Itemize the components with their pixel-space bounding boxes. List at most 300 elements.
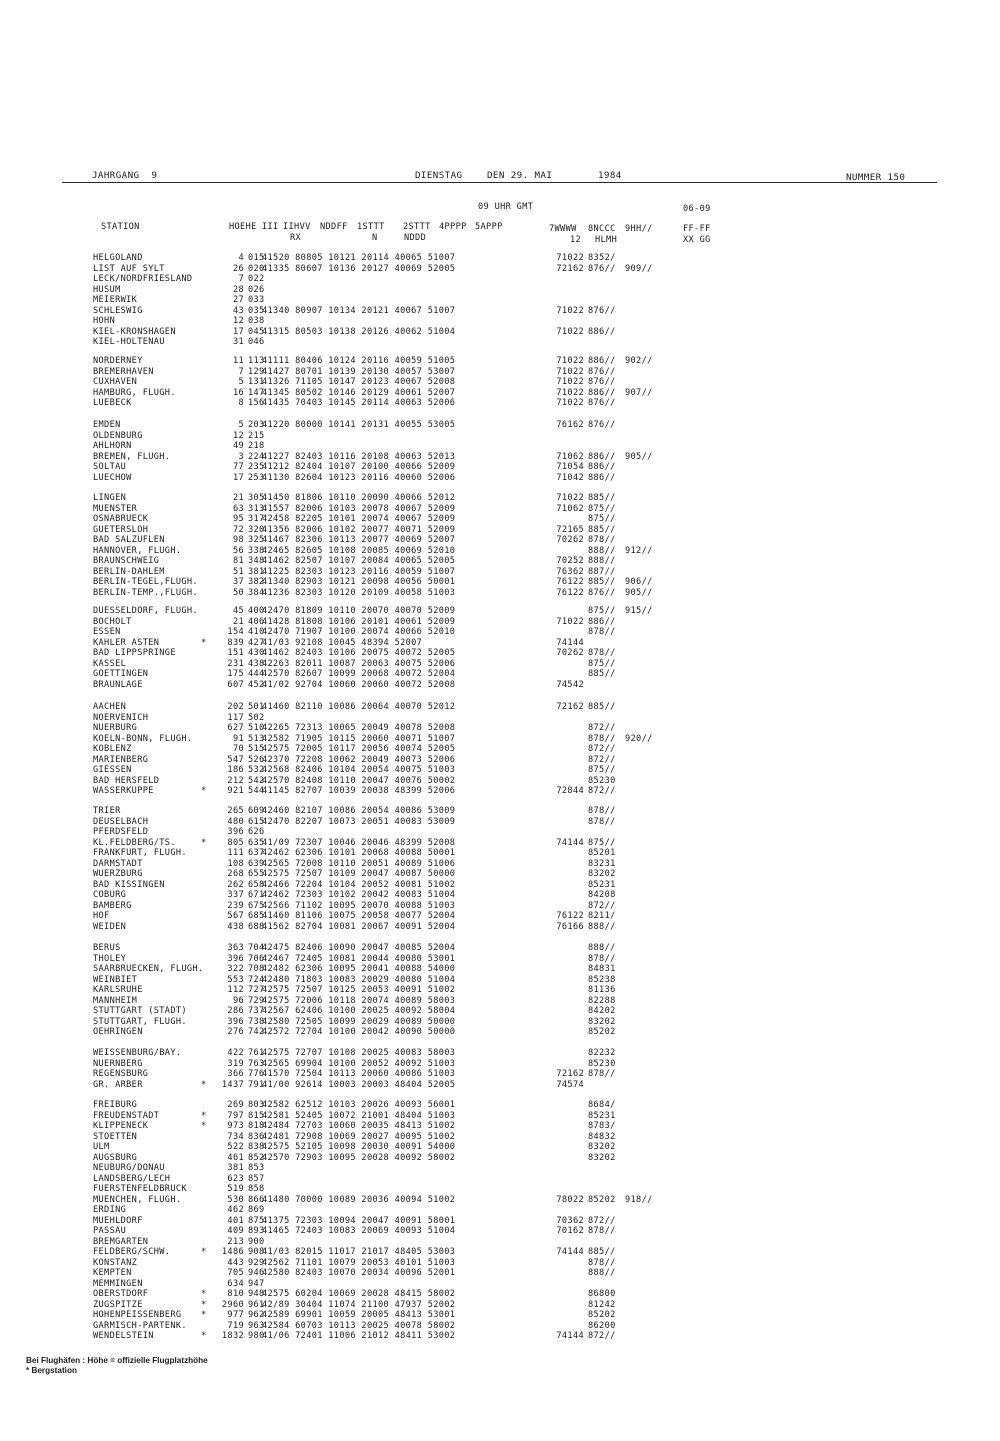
weather-group: 74144: [556, 1331, 584, 1341]
station-id: 313: [248, 503, 265, 514]
cloud-group: 888//: [588, 921, 616, 932]
cloud-group: 85201: [588, 848, 616, 858]
station-id: 015: [248, 253, 265, 263]
station-id: 836: [248, 1131, 265, 1142]
station-id: 893: [248, 1226, 265, 1236]
station-id: 430: [248, 648, 265, 658]
cloud-group: 875//: [588, 514, 616, 524]
station-id: 045: [248, 326, 265, 337]
station-name: HANNOVER, FLUGH.: [93, 545, 182, 556]
synop-groups: 41315 80503 10138 20126 40062 51004: [262, 326, 456, 337]
cloud-group: 872//: [588, 1331, 616, 1341]
station-name: SAARBRUECKEN, FLUGH.: [93, 964, 204, 974]
station-name: FRANKFURT, FLUGH.: [93, 848, 187, 858]
station-id: 866: [248, 1194, 265, 1205]
station-name: NORDERNEY: [93, 356, 143, 366]
station-id: 639: [248, 858, 265, 869]
station-name: BERLIN-TEMP.,FLUGH.: [93, 587, 198, 598]
station-id: 427: [248, 637, 265, 648]
extra-group: 907//: [625, 387, 653, 398]
station-height: 797: [227, 1110, 244, 1121]
cloud-group: 878//: [588, 648, 616, 658]
synop-groups: 42575 52105 10098 20030 40091 54000: [262, 1142, 456, 1152]
col-hlmh: HLMH: [595, 235, 618, 245]
cloud-group: 876//: [588, 398, 616, 408]
station-id: 706: [248, 953, 265, 964]
cloud-group: 83202: [588, 1152, 616, 1163]
station-id: 704: [248, 943, 265, 953]
weather-group: 71022: [556, 616, 584, 627]
station-height: 108: [227, 858, 244, 869]
station-height: 175: [227, 669, 244, 679]
synop-groups: 42568 82406 10104 20054 40075 51003: [262, 765, 456, 775]
weather-group: 72165: [556, 524, 584, 535]
station-name: NUERNBERG: [93, 1058, 143, 1069]
cloud-group: 876//: [588, 263, 616, 274]
station-name: GIESSEN: [93, 765, 132, 775]
station-height: 50: [232, 587, 244, 598]
synop-groups: 42263 82011 10087 20063 40075 52006: [262, 658, 456, 669]
synop-groups: 42575 60204 10069 20028 48415 58002: [262, 1289, 456, 1299]
station-name: MARIENBERG: [93, 754, 149, 765]
cloud-group: 872//: [588, 900, 616, 911]
station-height: 839: [227, 637, 244, 648]
station-height: 719: [227, 1320, 244, 1331]
station-height: 231: [227, 658, 244, 669]
cloud-group: 876//: [588, 366, 616, 377]
cloud-group: 82232: [588, 1048, 616, 1058]
synop-groups: 42470 81809 10110 20070 40070 52009: [262, 606, 456, 616]
cloud-group: 872//: [588, 744, 616, 754]
synop-groups: 41557 82006 10103 20078 40067 52009: [262, 503, 456, 514]
col-hoehe: HOEHE: [229, 222, 257, 232]
station-name: OEHRINGEN: [93, 1027, 143, 1037]
synop-groups: 41/06 72401 11006 21012 48411 53002: [262, 1331, 456, 1341]
station-name: HOHENPEISSENBERG: [93, 1310, 182, 1320]
station-id: 218: [248, 441, 265, 451]
station-id: 203: [248, 420, 265, 430]
station-name: BAMBERG: [93, 900, 132, 911]
station-id: 022: [248, 274, 265, 284]
station-id: 737: [248, 1006, 265, 1016]
footnote-airports: Bei Flughäfen : Höhe = offizielle Flugplatzhöhe: [26, 1356, 208, 1365]
station-id: 675: [248, 900, 265, 911]
station-name: HELGOLAND: [93, 253, 143, 263]
station-height: 81: [232, 556, 244, 566]
cloud-group: 85202: [588, 1027, 616, 1037]
station-height: 7: [238, 366, 244, 377]
cloud-group: 83202: [588, 1142, 616, 1152]
station-height: 519: [227, 1184, 244, 1194]
weather-group: 74574: [556, 1079, 584, 1090]
synop-groups: 42370 72208 10062 20049 40073 52006: [262, 754, 456, 765]
volume-label: JAHRGANG 9: [92, 170, 158, 181]
col-5appp: 5APPP: [475, 222, 503, 232]
cloud-group: 872//: [588, 786, 616, 796]
station-height: 7: [238, 274, 244, 284]
station-height: 553: [227, 974, 244, 985]
synop-groups: 41428 81808 10106 20101 40061 52009: [262, 616, 456, 627]
synop-groups: 42475 82406 10090 20047 40085 52004: [262, 943, 456, 953]
station-id: 869: [248, 1205, 265, 1215]
col-xx-gg: XX GG: [683, 235, 711, 245]
station-name: KIEL-KRONSHAGEN: [93, 326, 176, 337]
station-name: OSNABRUECK: [93, 514, 149, 524]
cloud-group: 886//: [588, 616, 616, 627]
cloud-group: 85202: [588, 1194, 616, 1205]
station-name: ERDING: [93, 1205, 127, 1215]
station-id: 729: [248, 995, 265, 1006]
station-name: MEMMINGEN: [93, 1278, 143, 1289]
station-name: BERLIN-TEGEL,FLUGH.: [93, 577, 198, 587]
cloud-group: 83202: [588, 1016, 616, 1027]
station-id: 688: [248, 921, 265, 932]
weather-group: 71022: [556, 356, 584, 366]
station-id: 406: [248, 616, 265, 627]
year-label: 1984: [598, 170, 622, 181]
station-name: STOETTEN: [93, 1131, 138, 1142]
synop-groups: 41/00 92614 10003 20003 48404 52005: [262, 1079, 456, 1090]
station-id: 320: [248, 524, 265, 535]
station-height: 3: [238, 451, 244, 462]
station-name: SCHLESWIG: [93, 305, 143, 316]
station-height: 734: [227, 1131, 244, 1142]
station-height: 396: [227, 827, 244, 837]
station-name: LANDSBERG/LECH: [93, 1173, 171, 1184]
station-height: 239: [227, 900, 244, 911]
station-height: 27: [232, 295, 244, 305]
cloud-group: 888//: [588, 556, 616, 566]
weather-group: 72844: [556, 786, 584, 796]
station-height: 12: [232, 430, 244, 441]
synop-groups: 42584 60703 10113 20025 40078 58002: [262, 1320, 456, 1331]
synop-groups: 42470 71907 10100 20074 40066 52010: [262, 627, 456, 637]
cloud-group: 84208: [588, 890, 616, 900]
station-id: 020: [248, 263, 265, 274]
station-name: KEMPTEN: [93, 1268, 132, 1278]
synop-groups: 42580 72505 10099 20029 40089 50000: [262, 1016, 456, 1027]
synop-groups: 42467 72405 10081 20044 40080 53001: [262, 953, 456, 964]
station-id: 818: [248, 1121, 265, 1131]
cloud-group: 85230: [588, 1058, 616, 1069]
synop-groups: 41340 80907 10134 20121 40067 51007: [262, 305, 456, 316]
station-height: 4: [238, 253, 244, 263]
station-id: 515: [248, 744, 265, 754]
station-name: COBURG: [93, 890, 127, 900]
station-id: 035: [248, 305, 265, 316]
synop-groups: 42567 62406 10100 20025 40092 58004: [262, 1006, 456, 1016]
col-rx: RX: [290, 233, 302, 243]
cloud-group: 85231: [588, 879, 616, 890]
station-name: LIST AUF SYLT: [93, 263, 165, 274]
station-name: MUENSTER: [93, 503, 138, 514]
station-name: BAD HERSFELD: [93, 775, 160, 786]
station-height: 43: [232, 305, 244, 316]
station-name: EMDEN: [93, 420, 121, 430]
station-name: KIEL-HOLTENAU: [93, 337, 165, 347]
station-height: 70: [232, 744, 244, 754]
weather-group: 74144: [556, 837, 584, 848]
station-name: WENDELSTEIN: [93, 1331, 154, 1341]
station-name: NEUBURG/DONAU: [93, 1163, 165, 1173]
weather-group: 72162: [556, 1069, 584, 1079]
synop-groups: 41227 82403 10116 20108 40063 52013: [262, 451, 456, 462]
mountain-marker: *: [201, 1110, 207, 1121]
station-height: 262: [227, 879, 244, 890]
observation-time: 09 UHR GMT: [478, 202, 534, 212]
cloud-group: 872//: [588, 754, 616, 765]
cloud-group: 886//: [588, 387, 616, 398]
synop-groups: 42565 69904 10100 20052 40092 51003: [262, 1058, 456, 1069]
cloud-group: 81136: [588, 985, 616, 995]
cloud-group: 886//: [588, 462, 616, 472]
synop-groups: 42575 72507 10125 20053 40091 51002: [262, 985, 456, 995]
station-height: 322: [227, 964, 244, 974]
station-height: 21: [232, 493, 244, 503]
station-id: 724: [248, 974, 265, 985]
station-name: OBERSTDORF: [93, 1289, 149, 1299]
station-name: BERLIN-DAHLEM: [93, 566, 165, 577]
station-name: WEISSENBURG/BAY.: [93, 1048, 182, 1058]
cloud-group: 875//: [588, 837, 616, 848]
weather-group: 78022: [556, 1194, 584, 1205]
station-id: 147: [248, 387, 265, 398]
station-name: BAD SALZUFLEN: [93, 535, 165, 545]
station-height: 607: [227, 679, 244, 690]
station-height: 422: [227, 1048, 244, 1058]
station-id: 658: [248, 879, 265, 890]
synop-groups: 42572 72704 10100 20042 40090 50000: [262, 1027, 456, 1037]
station-height: 112: [227, 985, 244, 995]
col-nddd: NDDD: [404, 233, 427, 243]
station-height: 401: [227, 1215, 244, 1226]
station-name: THOLEY: [93, 953, 127, 964]
station-id: 685: [248, 911, 265, 921]
synop-groups: 42575 72006 10118 20074 40089 58003: [262, 995, 456, 1006]
issue-number: NUMMER 150: [846, 172, 906, 183]
cloud-group: 876//: [588, 305, 616, 316]
station-name: FREIBURG: [93, 1100, 138, 1110]
station-name: GR. ARBER: [93, 1079, 143, 1090]
station-id: 637: [248, 848, 265, 858]
cloud-group: 8684/: [588, 1100, 616, 1110]
station-id: 381: [248, 566, 265, 577]
cloud-group: 875//: [588, 765, 616, 775]
station-id: 532: [248, 765, 265, 775]
weather-group: 71022: [556, 366, 584, 377]
mountain-marker: *: [201, 1121, 207, 1131]
station-height: 276: [227, 1027, 244, 1037]
col-iihvv: IIHVV: [283, 222, 311, 232]
synop-groups: 42470 82207 10073 20051 40083 53009: [262, 816, 456, 827]
synop-groups: 42570 72903 10095 20028 40092 58002: [262, 1152, 456, 1163]
station-name: HAMBURG, FLUGH.: [93, 387, 176, 398]
station-name: AACHEN: [93, 702, 127, 712]
station-id: 946: [248, 1268, 265, 1278]
cloud-group: 875//: [588, 503, 616, 514]
weather-group: 71022: [556, 387, 584, 398]
station-height: 409: [227, 1226, 244, 1236]
station-name: ULM: [93, 1142, 110, 1152]
synop-groups: 41427 80701 10139 20130 40057 53007: [262, 366, 456, 377]
synop-groups: 42566 71102 10095 20070 40088 51003: [262, 900, 456, 911]
station-height: 396: [227, 1016, 244, 1027]
station-height: 202: [227, 702, 244, 712]
station-id: 502: [248, 712, 265, 723]
station-height: 443: [227, 1257, 244, 1268]
station-id: 305: [248, 493, 265, 503]
cloud-group: 888//: [588, 1268, 616, 1278]
station-name: ESSEN: [93, 627, 121, 637]
station-height: 269: [227, 1100, 244, 1110]
cloud-group: 886//: [588, 326, 616, 337]
station-id: 513: [248, 733, 265, 744]
station-name: KLIPPENECK: [93, 1121, 149, 1131]
station-id: 384: [248, 587, 265, 598]
synop-groups: 41450 81806 10110 20090 40066 52012: [262, 493, 456, 503]
extra-group: 909//: [625, 263, 653, 274]
station-height: 567: [227, 911, 244, 921]
cloud-group: 878//: [588, 627, 616, 637]
station-id: 815: [248, 1110, 265, 1121]
station-name: KASSEL: [93, 658, 127, 669]
station-name: AHLHORN: [93, 441, 132, 451]
synop-groups: 42575 72707 10108 20025 40083 58003: [262, 1048, 456, 1058]
weather-group: 72162: [556, 263, 584, 274]
station-height: 530: [227, 1194, 244, 1205]
station-height: 480: [227, 816, 244, 827]
synop-groups: 41225 82303 10123 20116 40059 51007: [262, 566, 456, 577]
mountain-marker: *: [201, 1310, 207, 1320]
station-id: 131: [248, 377, 265, 387]
station-height: 366: [227, 1069, 244, 1079]
station-name: BREMGARTEN: [93, 1236, 149, 1247]
station-id: 609: [248, 806, 265, 816]
station-name: BAD LIPPSPRINGE: [93, 648, 176, 658]
station-id: 325: [248, 535, 265, 545]
mountain-marker: *: [201, 637, 207, 648]
time-range: 06-09: [683, 204, 711, 214]
weather-group: 71042: [556, 472, 584, 483]
station-name: BREMERHAVEN: [93, 366, 154, 377]
station-name: LECK/NORDFRIESLAND: [93, 274, 193, 284]
station-height: 154: [227, 627, 244, 637]
synop-groups: 41130 82604 10123 20116 40060 52006: [262, 472, 456, 483]
station-name: MANNHEIM: [93, 995, 138, 1006]
synop-groups: 41345 80502 10146 20129 40061 52007: [262, 387, 456, 398]
station-id: 501: [248, 702, 265, 712]
col-12: 12: [570, 235, 582, 245]
synop-groups: 42481 72908 10069 20027 40095 51002: [262, 1131, 456, 1142]
station-id: 382: [248, 577, 265, 587]
cloud-group: 886//: [588, 472, 616, 483]
station-height: 151: [227, 648, 244, 658]
station-height: 634: [227, 1278, 244, 1289]
cloud-group: 888//: [588, 943, 616, 953]
mountain-marker: *: [201, 837, 207, 848]
synop-groups: 42265 72313 10065 20049 40078 52008: [262, 723, 456, 733]
cloud-group: 84832: [588, 1131, 616, 1142]
synop-groups: 42482 62306 10095 20041 40088 54000: [262, 964, 456, 974]
cloud-group: 885//: [588, 669, 616, 679]
weather-group: 70362: [556, 1215, 584, 1226]
col-iii: III: [262, 222, 279, 232]
mountain-marker: *: [201, 1331, 207, 1341]
station-id: 542: [248, 775, 265, 786]
station-id: 438: [248, 658, 265, 669]
cloud-group: 878//: [588, 535, 616, 545]
station-id: 761: [248, 1048, 265, 1058]
station-id: 776: [248, 1069, 265, 1079]
station-height: 31: [232, 337, 244, 347]
station-name: BRAUNSCHWEIG: [93, 556, 160, 566]
station-id: 038: [248, 316, 265, 326]
mountain-marker: *: [201, 1299, 207, 1310]
synop-groups: 41236 82303 10120 20109 40058 51003: [262, 587, 456, 598]
station-id: 961: [248, 1299, 265, 1310]
station-height: 977: [227, 1310, 244, 1320]
station-height: 21: [232, 616, 244, 627]
synop-groups: 41335 80607 10136 20127 40069 52005: [262, 263, 456, 274]
cloud-group: 86800: [588, 1289, 616, 1299]
station-height: 17: [232, 472, 244, 483]
station-height: 56: [232, 545, 244, 556]
synop-groups: 42580 82403 10070 20034 40096 52001: [262, 1268, 456, 1278]
station-height: 461: [227, 1152, 244, 1163]
cloud-group: 872//: [588, 1215, 616, 1226]
station-height: 63: [232, 503, 244, 514]
station-name: WASSERKUPPE: [93, 786, 154, 796]
cloud-group: 878//: [588, 1257, 616, 1268]
weather-group: 74542: [556, 679, 584, 690]
synop-groups: 42582 71905 10115 20060 40071 51007: [262, 733, 456, 744]
station-height: 623: [227, 1173, 244, 1184]
cloud-group: 878//: [588, 1226, 616, 1236]
synop-groups: 42466 72204 10104 20052 40081 51002: [262, 879, 456, 890]
weather-group: 76122: [556, 577, 584, 587]
synop-groups: 41520 80805 10121 20114 40065 51007: [262, 253, 456, 263]
station-id: 026: [248, 284, 265, 295]
col-station: STATION: [101, 222, 140, 232]
weather-group: 76162: [556, 420, 584, 430]
station-id: 033: [248, 295, 265, 305]
col-nddff: NDDFF: [320, 222, 348, 232]
station-height: 705: [227, 1268, 244, 1278]
cloud-group: 84831: [588, 964, 616, 974]
synop-groups: 42575 72507 10109 20047 40087 50000: [262, 869, 456, 879]
station-name: KL.FELDBERG/TS.: [93, 837, 176, 848]
station-height: 49: [232, 441, 244, 451]
cloud-group: 886//: [588, 451, 616, 462]
col-ff-ff: FF-FF: [683, 224, 711, 234]
station-name: ZUGSPITZE: [93, 1299, 143, 1310]
station-height: 1437: [221, 1079, 244, 1090]
station-id: 962: [248, 1310, 265, 1320]
synop-groups: 42460 82107 10086 20054 40086 53009: [262, 806, 456, 816]
weather-group: 71062: [556, 451, 584, 462]
station-id: 791: [248, 1079, 265, 1090]
cloud-group: 886//: [588, 356, 616, 366]
station-height: 91: [232, 733, 244, 744]
cloud-group: 887//: [588, 566, 616, 577]
cloud-group: 83231: [588, 858, 616, 869]
station-id: 853: [248, 1163, 265, 1173]
station-id: 738: [248, 1016, 265, 1027]
synop-groups: 41462 82403 10106 20075 40072 52005: [262, 648, 456, 658]
station-name: FREUDENSTADT: [93, 1110, 160, 1121]
mountain-marker: *: [201, 1289, 207, 1299]
station-height: 95: [232, 514, 244, 524]
